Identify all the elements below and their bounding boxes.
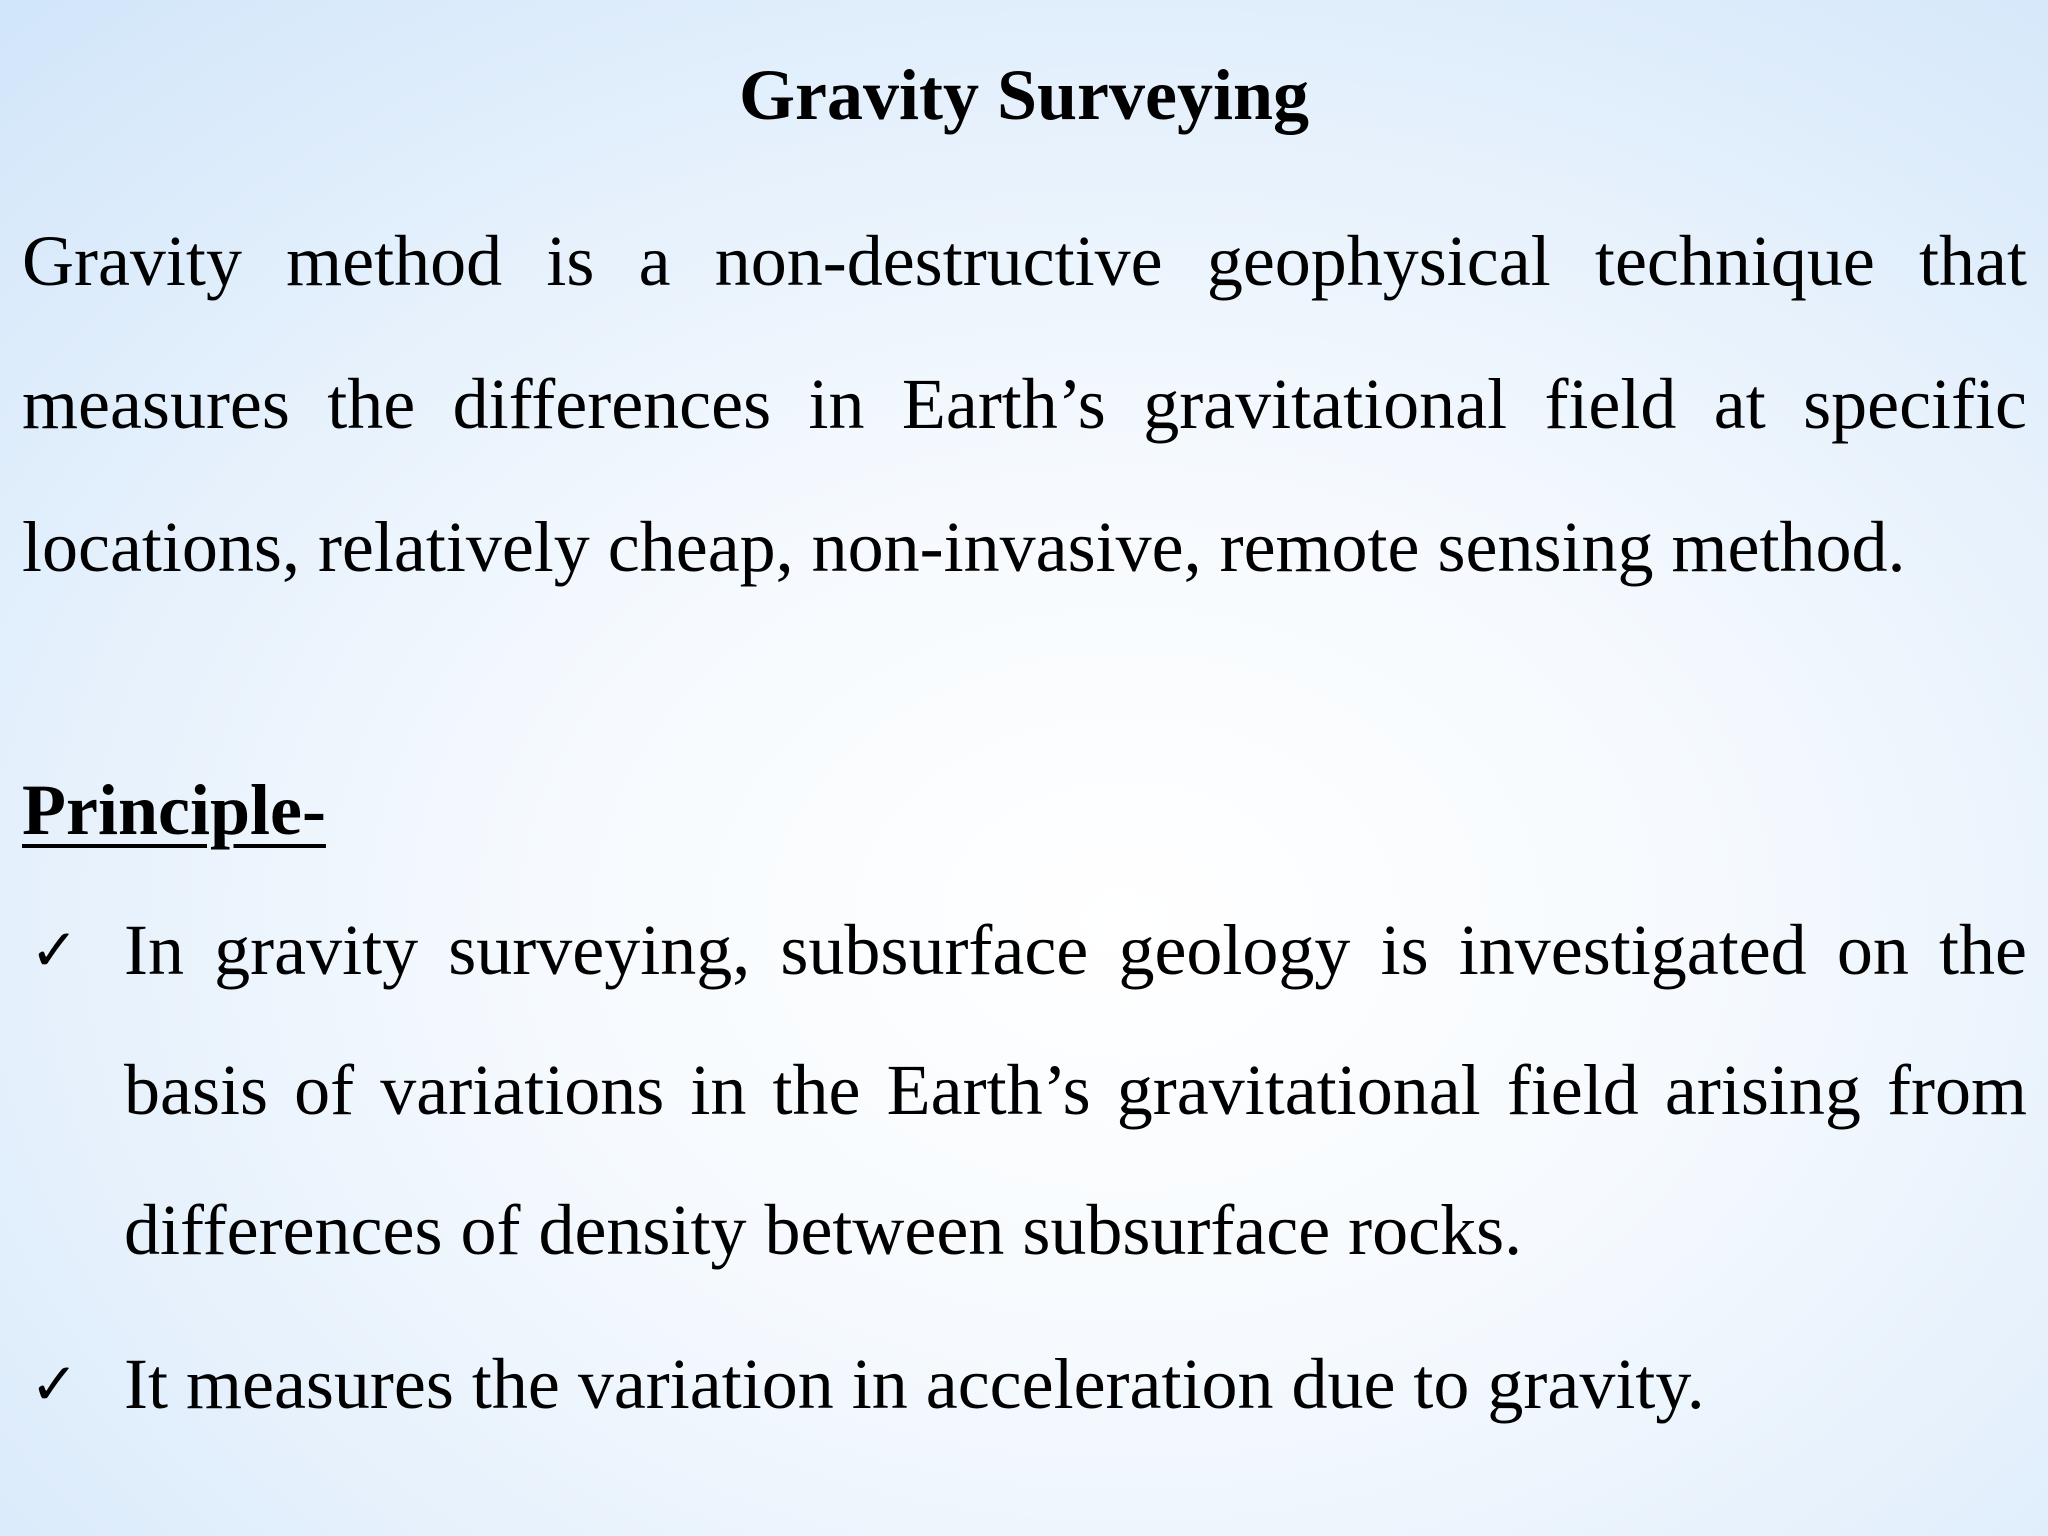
check-icon: ✓ <box>30 1350 79 1418</box>
bullet-item <box>22 1314 2027 1454</box>
principle-bullet-list <box>22 880 2027 1454</box>
intro-paragraph: Gravity method is a non-destructive geophysical technique that measures the differences in Earth’s gravitational field at specific locations, relatively cheap, non-invasive, remote sensing method. <box>22 221 2027 587</box>
slide-title: Gravity Surveying <box>739 55 1309 135</box>
section-heading-principle: Principle- <box>22 770 326 850</box>
bullet-text: It measures the variation in acceleration due to gravity. <box>124 1344 1705 1424</box>
bullet-item <box>22 880 2027 1300</box>
bullet-text: In gravity surveying, subsurface geology is investigated on the basis of variations in the Earth’s gravitational field arising from differences of density between subsurface rocks. <box>124 910 2027 1270</box>
check-icon: ✓ <box>30 916 79 984</box>
